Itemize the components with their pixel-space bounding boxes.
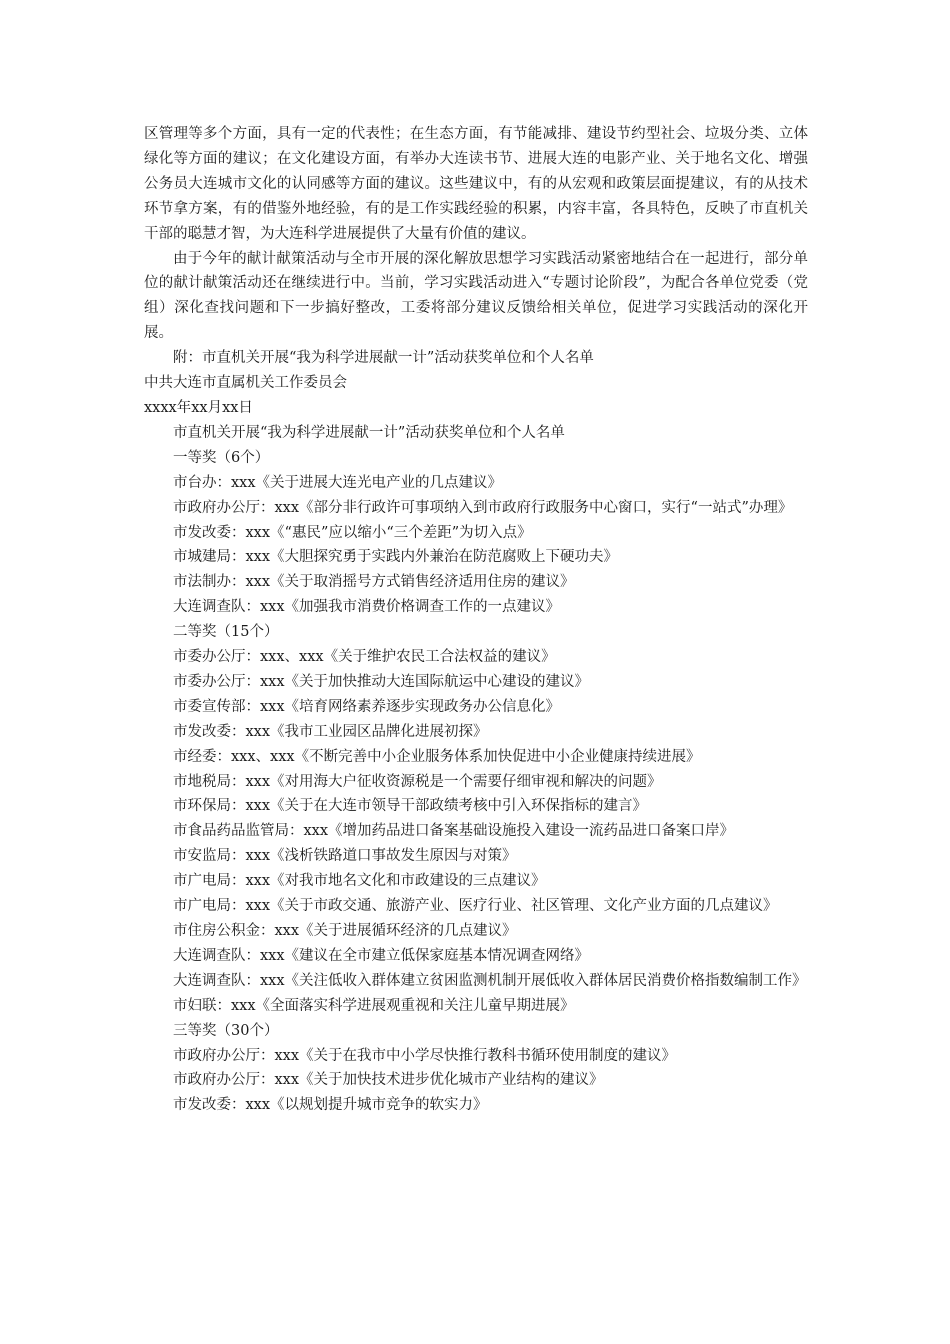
award-entry: 大连调查队：xxx《加强我市消费价格调查工作的一点建议》 [173,599,561,616]
award-entry: 市发改委：xxx《我市工业园区品牌化进展初探》 [173,723,488,740]
award-list-title: 市直机关开展“我为科学进展献一计”活动获奖单位和个人名单 [173,424,565,441]
award-entry: 市政府办公厅：xxx《关于在我市中小学尽快推行教科书循环使用制度的建议》 [173,1047,677,1064]
third-prize-heading: 三等奖（30个） [173,1022,279,1039]
award-entry: 市委办公厅：xxx、xxx《关于维护农民工合法权益的建议》 [173,649,556,666]
award-entry: 市环保局：xxx《关于在大连市领导干部政绩考核中引入环保指标的建言》 [173,798,648,815]
award-entry: 市城建局：xxx《大胆探究勇于实践内外兼治在防范腐败上下硬功夫》 [173,549,619,566]
paragraph-activity-status: 由于今年的献计献策活动与全市开展的深化解放思想学习实践活动紧密地结合在一起进行，部分单位的献计献策活动还在继续进行中。当前，学习实践活动进入“专题讨论阶段”，为配合各单位党委（党组）深化查找问题和下一步搞好整改，工委将部分建议反馈给相关单位，促进学习实践活动的深化开展。 [144,250,808,342]
attachment-note: 附：市直机关开展“我为科学进展献一计”活动获奖单位和个人名单 [173,350,594,367]
award-entry: 市发改委：xxx《以规划提升城市竞争的软实力》 [173,1097,488,1114]
award-entry: 市委宣传部：xxx《培育网络素养逐步实现政务办公信息化》 [173,698,561,715]
award-entry: 市妇联：xxx《全面落实科学进展观重视和关注儿童早期进展》 [173,997,575,1014]
award-entry: 市政府办公厅：xxx《部分非行政许可事项纳入到市政府行政服务中心窗口，实行“一站式”办理》 [173,499,793,516]
award-entry: 市住房公积金：xxx《关于进展循环经济的几点建议》 [173,923,517,939]
award-entry: 市法制办：xxx《关于取消摇号方式销售经济适用住房的建议》 [173,574,575,591]
award-entry: 市食品药品监管局：xxx《增加药品进口备案基础设施投入建设一流药品进口备案口岸》 [173,823,735,840]
first-prize-heading: 一等奖（6个） [173,449,270,466]
second-prize-heading: 二等奖（15个） [173,624,279,641]
award-entry: 市发改委：xxx《“惠民”应以缩小“三个差距”为切入点》 [173,524,532,541]
award-entry: 市委办公厅：xxx《关于加快推动大连国际航运中心建设的建议》 [173,673,590,690]
issuer-organization: 中共大连市直属机关工作委员会 [144,375,347,392]
award-entry: 大连调查队：xxx《建议在全市建立低保家庭基本情况调查网络》 [173,947,590,964]
award-entry: 市地税局：xxx《对用海大户征收资源税是一个需要仔细审视和解决的问题》 [173,773,662,790]
award-entry: 市经委：xxx、xxx《不断完善中小企业服务体系加快促进中小企业健康持续进展》 [173,748,701,765]
award-entry: 市广电局：xxx《关于市政交通、旅游产业、医疗行业、社区管理、文化产业方面的几点建议》 [173,898,778,915]
award-entry: 市政府办公厅：xxx《关于加快技术进步优化城市产业结构的建议》 [173,1072,604,1089]
award-entry: 市广电局：xxx《对我市地名文化和市政建设的三点建议》 [173,873,546,890]
award-entry: 市台办：xxx《关于进展大连光电产业的几点建议》 [173,474,503,491]
issue-date: xxxx年xx月xx日 [144,399,253,416]
paragraph-intro-continuation: 区管理等多个方面，具有一定的代表性；在生态方面，有节能减排、建设节约型社会、垃圾分类、立体绿化等方面的建议；在文化建设方面，有举办大连读书节、进展大连的电影产业、关于地名文化、增强公务员大连城市文化的认同感等方面的建议。这些建议中，有的从宏观和政策层面提建议，有的从技术环节拿方案，有的借鉴外地经验，有的是工作实践经验的积累，内容丰富，各具特色，反映了市直机关干部的聪慧才智，为大连科学进展提供了大量有价值的建议。 [144,126,808,242]
award-entry: 大连调查队：xxx《关注低收入群体建立贫困监测机制开展低收入群体居民消费价格指数编制工作》 [173,972,807,989]
document-page [144,122,808,1118]
award-entry: 市安监局：xxx《浅析铁路道口事故发生原因与对策》 [173,848,517,865]
